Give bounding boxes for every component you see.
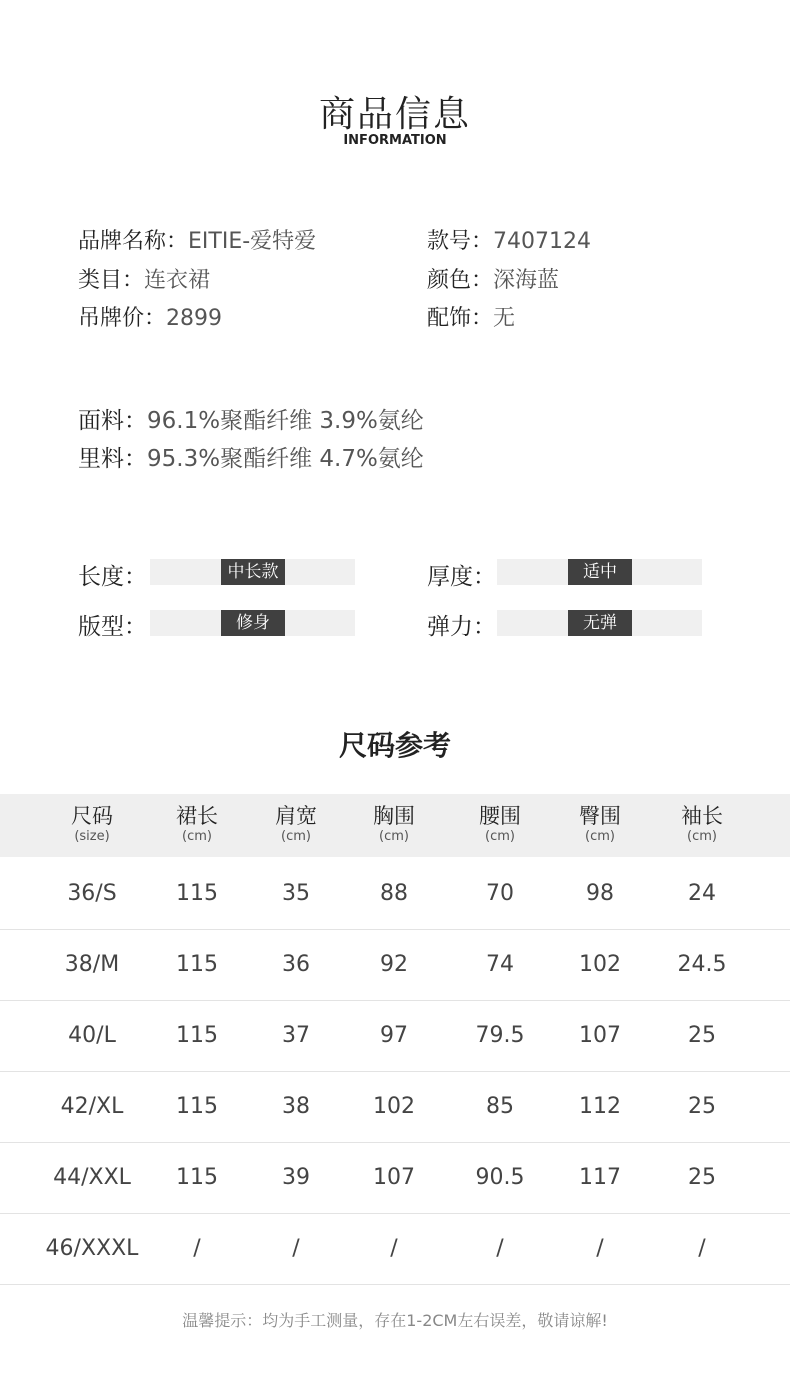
measurement-cell: 92 bbox=[380, 952, 408, 977]
header-unit: (cm) bbox=[585, 829, 615, 844]
measurement-cell: 112 bbox=[579, 1094, 621, 1119]
attr-thickness-label: 厚度： bbox=[427, 564, 496, 590]
measurement-cell: 24.5 bbox=[677, 952, 727, 977]
info-value: 无 bbox=[493, 306, 516, 331]
info-price bbox=[78, 301, 222, 332]
header-cell bbox=[579, 794, 621, 857]
attr-length-label: 长度： bbox=[78, 564, 147, 590]
material-label: 里料： bbox=[78, 446, 147, 472]
info-color bbox=[427, 263, 559, 294]
size-chart-title: 尺码参考 bbox=[338, 729, 451, 762]
info-label: 配饰： bbox=[427, 306, 494, 331]
info-accessory bbox=[427, 301, 515, 332]
material-lining bbox=[78, 440, 424, 473]
header-name: 腰围 bbox=[479, 804, 521, 828]
measurement-cell: 74 bbox=[486, 952, 514, 977]
attr-stretch-tag: 无弹 bbox=[568, 610, 632, 636]
header-cell bbox=[479, 794, 521, 857]
measurement-cell: 117 bbox=[579, 1165, 621, 1190]
header-name: 尺码 bbox=[71, 804, 113, 828]
info-value: EITIE-爱特爱 bbox=[188, 229, 317, 254]
table-row bbox=[0, 1000, 790, 1072]
material-label: 面料： bbox=[78, 408, 147, 434]
material-shell bbox=[78, 402, 424, 435]
measurement-cell: 85 bbox=[486, 1094, 514, 1119]
size-label-cell: 36/S bbox=[67, 881, 117, 906]
header-name: 臀围 bbox=[579, 804, 621, 828]
measurement-cell: 37 bbox=[282, 1023, 310, 1048]
measurement-cell: 115 bbox=[176, 952, 218, 977]
section-title: 商品信息 bbox=[318, 94, 471, 135]
measurement-cell: / bbox=[698, 1236, 706, 1261]
header-unit: (cm) bbox=[182, 829, 212, 844]
info-style-no bbox=[427, 224, 591, 255]
measurement-cell: 25 bbox=[688, 1165, 716, 1190]
header-cell bbox=[681, 794, 723, 857]
size-label-cell: 44/XXL bbox=[53, 1165, 131, 1190]
measurement-cell: 115 bbox=[176, 1165, 218, 1190]
info-value: 7407124 bbox=[493, 229, 591, 254]
measurement-cell: 39 bbox=[282, 1165, 310, 1190]
measurement-cell: 79.5 bbox=[475, 1023, 525, 1048]
measurement-cell: 88 bbox=[380, 881, 408, 906]
measurement-cell: 25 bbox=[688, 1023, 716, 1048]
header-cell bbox=[275, 794, 317, 857]
table-row bbox=[0, 1142, 790, 1214]
measurement-cell: / bbox=[193, 1236, 201, 1261]
size-label-cell: 46/XXXL bbox=[45, 1236, 139, 1261]
measurement-cell: 25 bbox=[688, 1094, 716, 1119]
section-subtitle: INFORMATION bbox=[343, 133, 447, 148]
info-label: 颜色： bbox=[427, 268, 494, 293]
header-name: 肩宽 bbox=[275, 804, 317, 828]
info-value: 连衣裙 bbox=[144, 268, 211, 293]
measurement-cell: 115 bbox=[176, 881, 218, 906]
header-unit: (cm) bbox=[485, 829, 515, 844]
info-value: 深海蓝 bbox=[493, 268, 560, 293]
measurement-cell: 102 bbox=[579, 952, 621, 977]
attr-fit-label: 版型： bbox=[78, 614, 147, 640]
attr-thickness-bar bbox=[497, 559, 702, 585]
header-cell bbox=[373, 794, 415, 857]
table-row bbox=[0, 1071, 790, 1143]
table-row bbox=[0, 1213, 790, 1285]
size-table-header bbox=[0, 794, 790, 857]
info-value: 2899 bbox=[166, 306, 223, 331]
measurement-cell: / bbox=[390, 1236, 398, 1261]
info-label: 吊牌价： bbox=[78, 306, 167, 331]
table-row bbox=[0, 858, 790, 930]
measurement-cell: 115 bbox=[176, 1023, 218, 1048]
info-category bbox=[78, 263, 210, 294]
measurement-cell: 97 bbox=[380, 1023, 408, 1048]
size-label-cell: 40/L bbox=[68, 1023, 116, 1048]
attr-stretch-bar bbox=[497, 610, 702, 636]
header-name: 袖长 bbox=[681, 804, 723, 828]
size-label-cell: 42/XL bbox=[60, 1094, 124, 1119]
measurement-cell: 70 bbox=[486, 881, 514, 906]
measurement-cell: 38 bbox=[282, 1094, 310, 1119]
attr-stretch-label: 弹力： bbox=[427, 614, 496, 640]
header-unit: (size) bbox=[74, 829, 110, 844]
measurement-cell: 102 bbox=[373, 1094, 415, 1119]
size-label-cell: 38/M bbox=[64, 952, 120, 977]
info-label: 类目： bbox=[78, 268, 145, 293]
header-cell bbox=[71, 794, 113, 857]
measurement-cell: 35 bbox=[282, 881, 310, 906]
measurement-cell: / bbox=[496, 1236, 504, 1261]
measurement-tip: 温馨提示：均为手工测量，存在1-2CM左右误差，敬请谅解! bbox=[182, 1311, 608, 1330]
header-cell bbox=[176, 794, 218, 857]
measurement-cell: / bbox=[596, 1236, 604, 1261]
attr-length-bar bbox=[150, 559, 355, 585]
attr-fit-bar bbox=[150, 610, 355, 636]
material-value: 95.3%聚酯纤维 4.7%氨纶 bbox=[147, 446, 424, 472]
measurement-cell: 107 bbox=[579, 1023, 621, 1048]
material-value: 96.1%聚酯纤维 3.9%氨纶 bbox=[147, 408, 424, 434]
attr-length-tag: 中长款 bbox=[221, 559, 285, 585]
measurement-cell: 24 bbox=[688, 881, 716, 906]
attr-thickness-tag: 适中 bbox=[568, 559, 632, 585]
measurement-cell: 36 bbox=[282, 952, 310, 977]
info-label: 款号： bbox=[427, 229, 494, 254]
attr-fit-tag: 修身 bbox=[221, 610, 285, 636]
measurement-cell: 115 bbox=[176, 1094, 218, 1119]
measurement-cell: 98 bbox=[586, 881, 614, 906]
header-unit: (cm) bbox=[687, 829, 717, 844]
header-name: 裙长 bbox=[176, 804, 218, 828]
info-label: 品牌名称： bbox=[78, 229, 189, 254]
measurement-cell: 107 bbox=[373, 1165, 415, 1190]
measurement-cell: / bbox=[292, 1236, 300, 1261]
info-brand bbox=[78, 224, 316, 255]
table-row bbox=[0, 929, 790, 1001]
header-name: 胸围 bbox=[373, 804, 415, 828]
header-unit: (cm) bbox=[281, 829, 311, 844]
measurement-cell: 90.5 bbox=[475, 1165, 525, 1190]
header-unit: (cm) bbox=[379, 829, 409, 844]
